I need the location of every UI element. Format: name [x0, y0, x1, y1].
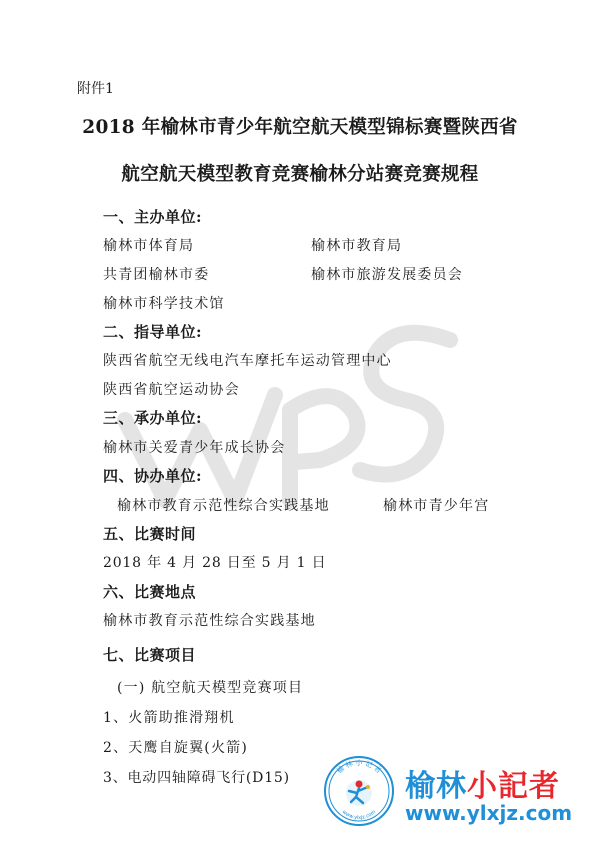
event-item: 3、电动四轴障碍飞行(D15): [103, 770, 290, 786]
co-organizer-item: 榆林市教育示范性综合实践基地: [117, 498, 330, 514]
section-heading-venue: 六、比赛地点: [103, 583, 197, 601]
logo-url: www.ylxjz.com: [405, 801, 573, 825]
venue-item: 榆林市教育示范性综合实践基地: [103, 613, 316, 629]
logo-emblem-icon: [323, 755, 395, 827]
attachment-label: 附件1: [77, 81, 114, 97]
section-heading-time: 五、比赛时间: [103, 525, 197, 543]
logo-name-part-2: 小記者: [467, 769, 560, 804]
organizer-item: 共青团榆林市委: [103, 267, 210, 283]
logo-name: [405, 761, 560, 805]
section-heading-co-organizers: 四、协办单位:: [103, 467, 203, 485]
logo-ring-url: www.ylxjz.com: [340, 809, 378, 822]
watermark-text: WPS: [253, 525, 257, 526]
event-item: 1、火箭助推滑翔机: [103, 710, 235, 726]
section-heading-organizers: 一、主办单位:: [103, 208, 203, 226]
document-title-line-2: 航空航天模型教育竞赛榆林分站赛竞赛规程: [121, 164, 479, 185]
host-item: 榆林市关爱青少年成长协会: [103, 440, 286, 456]
organizer-item: 榆林市旅游发展委员会: [311, 267, 463, 283]
co-organizer-item: 榆林市青少年宫: [383, 498, 490, 514]
guidance-item: 陕西省航空运动协会: [103, 382, 240, 398]
organizer-item: 榆林市教育局: [311, 238, 403, 254]
section-heading-guidance: 二、指导单位:: [103, 323, 203, 341]
site-logo: [323, 755, 583, 830]
document-title-line-1: 2018 年榆林市青少年航空航天模型锦标赛暨陕西省: [82, 117, 518, 138]
events-subheading: (一) 航空航天模型竞赛项目: [117, 680, 304, 696]
logo-name-part-1: 榆林: [405, 769, 467, 804]
section-heading-host: 三、承办单位:: [103, 409, 203, 427]
event-item: 2、天鹰自旋翼(火箭): [103, 740, 249, 756]
competition-date: 2018 年 4 月 28 日至 5 月 1 日: [103, 555, 327, 571]
section-heading-events: 七、比赛项目: [103, 646, 197, 664]
logo-ring-text: 榆 林 小 记 者: [335, 759, 383, 776]
organizer-item: 榆林市科学技术馆: [103, 296, 225, 312]
organizer-item: 榆林市体育局: [103, 238, 195, 254]
guidance-item: 陕西省航空无线电汽车摩托车运动管理中心: [103, 353, 392, 369]
